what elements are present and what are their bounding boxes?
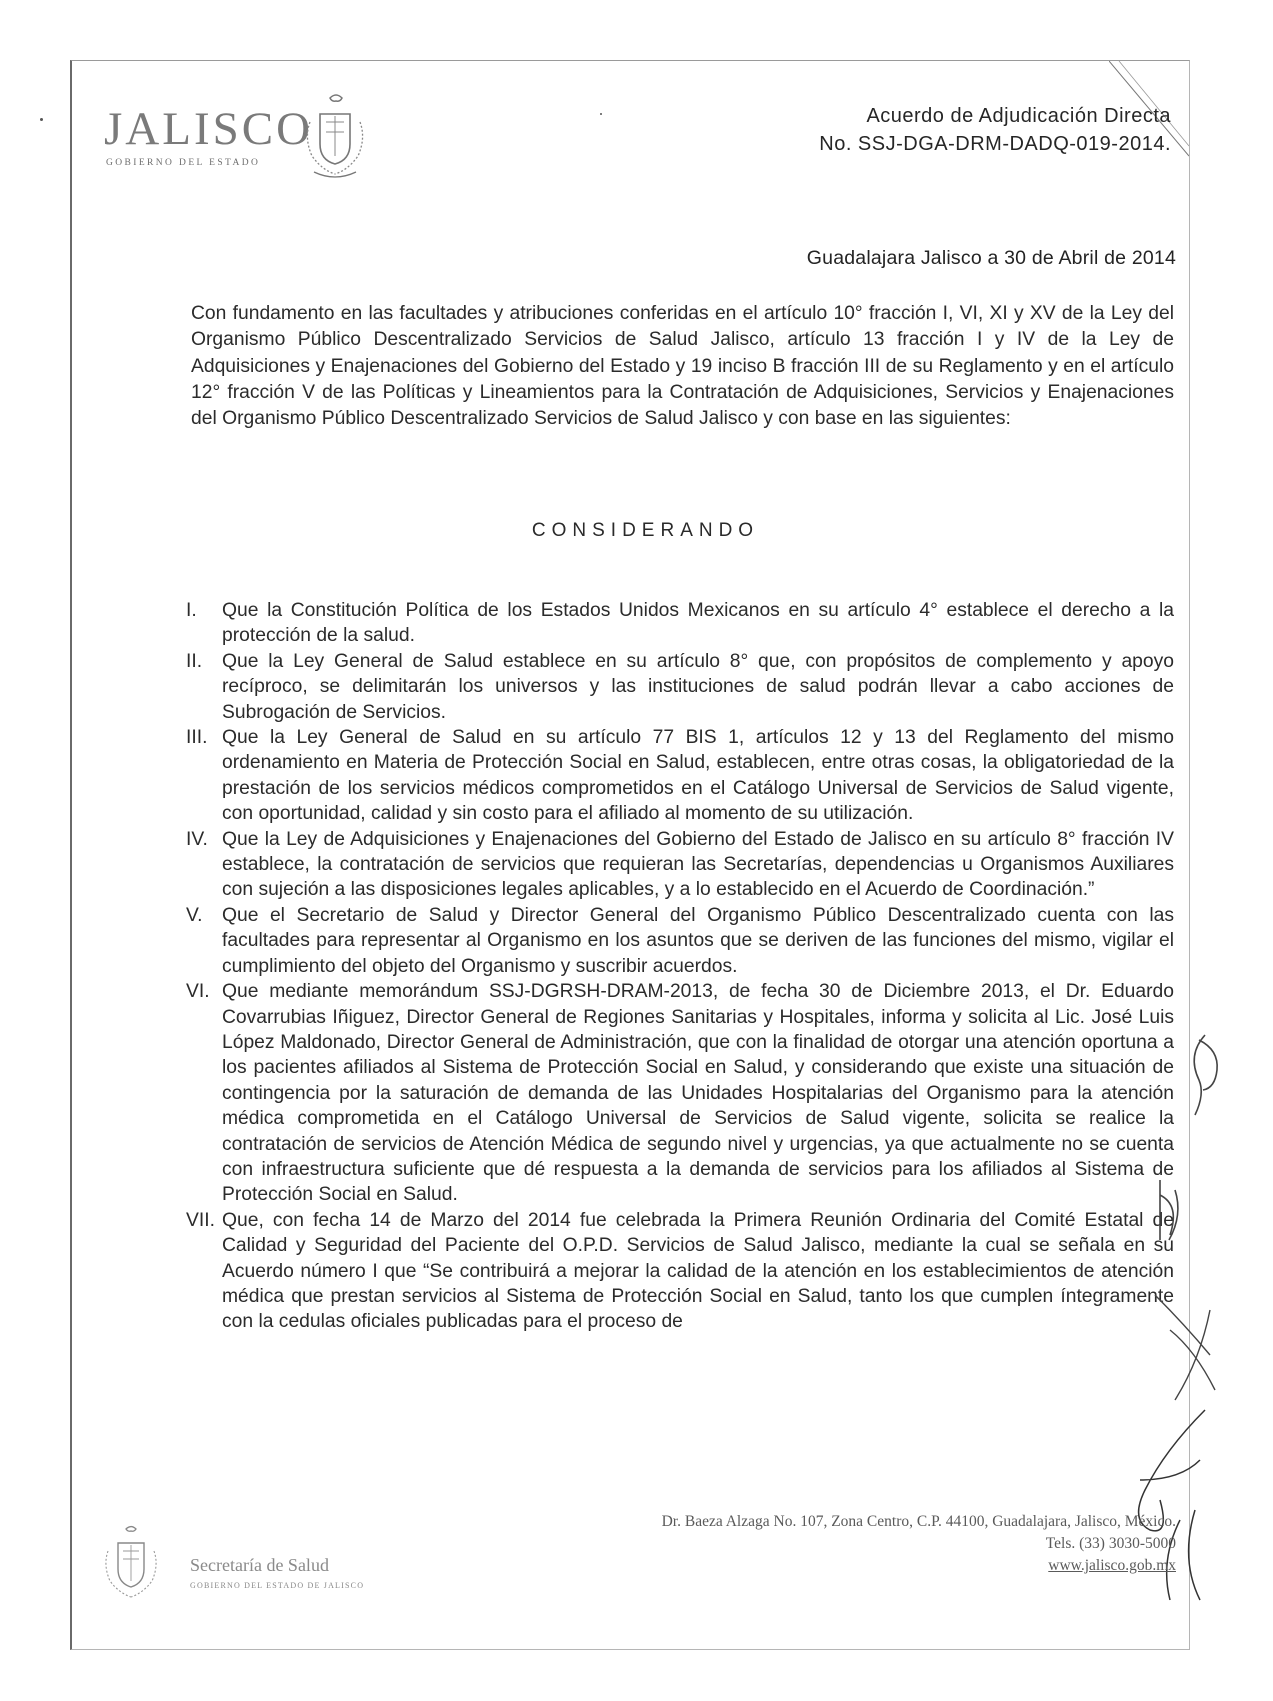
list-item (186, 827, 1174, 903)
list-item (186, 649, 1174, 725)
footer-phone: Tels. (33) 3030-5000 (1045, 1535, 1176, 1552)
logo-wordmark: JALISCO (104, 103, 314, 155)
item-text: Que la Ley de Adquisiciones y Enajenaciones del Gobierno del Estado de Jalisco en su artículo 8° fracción IV establece, la contratación de servicios que requieran las Secretarías, dependencias u Organismos Auxiliares con sujeción a las disposiciones legales aplicables, y a lo establecido en el Acuerdo de Coordinación.” (222, 828, 1174, 901)
item-number: I. (186, 600, 197, 621)
item-number: III. (186, 727, 208, 749)
date-line: Guadalajara Jalisco a 30 de Abril de 2014 (806, 247, 1176, 269)
agreement-title-block (819, 102, 1171, 158)
scan-dot (600, 113, 602, 115)
list-item (186, 979, 1174, 1208)
logo-subtitle: GOBIERNO DEL ESTADO (106, 158, 261, 168)
list-item (186, 903, 1174, 979)
list-item (186, 725, 1174, 827)
scan-dot (40, 118, 43, 121)
item-text: Que la Constitución Política de los Estados Unidos Mexicanos en su artículo 4° establece el derecho a la protección de la salud. (222, 600, 1174, 647)
agreement-title: Acuerdo de Adjudicación Directa (866, 105, 1171, 127)
footer-dept-name: Secretaría de Salud (190, 1555, 329, 1575)
intro-paragraph: Con fundamento en las facultades y atribuciones conferidas en el artículo 10° fracción I, VI, XI y XV de la Ley del Organismo Público Descentralizado Servicios de Salud Jalisco, artículo 13 fracción I y IV de la Ley de Adquisiciones y Enajenaciones del Gobierno del Estado y 19 inciso B fracción III de su Reglamento y en el artículo 12° fracción V de las Políticas y Lineamientos para la Contratación de Adquisiciones, Servicios y Enajenaciones del Organismo Público Descentralizado Servicios de Salud Jalisco y con base en las siguientes: (191, 303, 1174, 430)
item-text: Que la Ley General de Salud en su artículo 77 BIS 1, artículos 12 y 13 del Reglamento del mismo ordenamiento en Materia de Protección Social en Salud, establecen, entre otras cosas, la obligatoriedad de la prestación de los servicios médicos comprometidos en el Catálogo Universal de Servicios de Salud vigente, con oportunidad, calidad y sin costo para el afiliado al momento de su utilización. (222, 727, 1174, 825)
list-item (186, 598, 1174, 649)
item-text: Que el Secretario de Salud y Director General del Organismo Público Descentralizado cuenta con las facultades para representar al Organismo en los asuntos que se deriven de las funciones del mismo, vigilar el cumplimiento del objeto del Organismo y suscribir acuerdos. (222, 904, 1174, 977)
considerando-list (186, 598, 1174, 1335)
jalisco-logo (104, 92, 374, 182)
item-number: VII. (186, 1209, 215, 1231)
list-item (186, 1208, 1174, 1335)
coat-of-arms-icon (100, 1525, 162, 1605)
item-text: Que, con fecha 14 de Marzo del 2014 fue celebrada la Primera Reunión Ordinaria del Comité Estatal de Calidad y Seguridad del Paciente del O.P.D. Servicios de Salud Jalisco, mediante la cual se señala en su Acuerdo número I que “Se contribuirá a mejorar la calidad de la atención en los establecimientos de atención médica que prestan servicios al Sistema de Protección Social en Salud, tanto los que cumplen íntegramente con la cedulas oficiales publicadas para el proceso de (222, 1209, 1174, 1333)
item-number: IV. (186, 828, 208, 850)
coat-of-arms-icon (300, 92, 370, 180)
footer-dept-sub: GOBIERNO DEL ESTADO DE JALISCO (190, 1581, 365, 1590)
footer-address: Dr. Baeza Alzaga No. 107, Zona Centro, C.P. 44100, Guadalajara, Jalisco, México. (661, 1513, 1176, 1530)
health-secretariat-logo (100, 1525, 380, 1605)
item-number: II. (186, 650, 203, 672)
section-heading: CONSIDERANDO (531, 520, 760, 541)
item-number: VI. (186, 981, 210, 1003)
item-text: Que la Ley General de Salud establece en su artículo 8° que, con propósitos de complemento y apoyo recíproco, se delimitarán los universos y las instituciones de salud podrán llevar a cabo acciones de Subrogación de Servicios. (222, 650, 1174, 723)
agreement-number: No. SSJ-DGA-DRM-DADQ-019-2014. (819, 133, 1171, 155)
footer-website: www.jalisco.gob.mx (1048, 1557, 1176, 1574)
item-number: V. (186, 904, 203, 926)
item-text: Que mediante memorándum SSJ-DGRSH-DRAM-2013, de fecha 30 de Diciembre 2013, el Dr. Eduardo Covarrubias Iñiguez, Director General de Regiones Sanitarias y Hospitales, informa y solicita al Lic. José Luis López Maldonado, Director General de Administración, que con la finalidad de otorgar una atención oportuna a los pacientes afiliados al Sistema de Protección Social en Salud, y considerando que existe una situación de contingencia por la saturación de demanda de las Unidades Hospitalarias del Organismo para la atención médica comprometida en el Catálogo Universal de Servicios de Salud vigente, solicita se realice la contratación de servicios de Atención Médica de segundo nivel y urgencias, ya que actualmente no se cuenta con infraestructura suficiente que dé respuesta a la demanda de servicios para los afiliados al Sistema de Protección Social en Salud. (222, 981, 1174, 1206)
footer-address-block (662, 1511, 1176, 1577)
